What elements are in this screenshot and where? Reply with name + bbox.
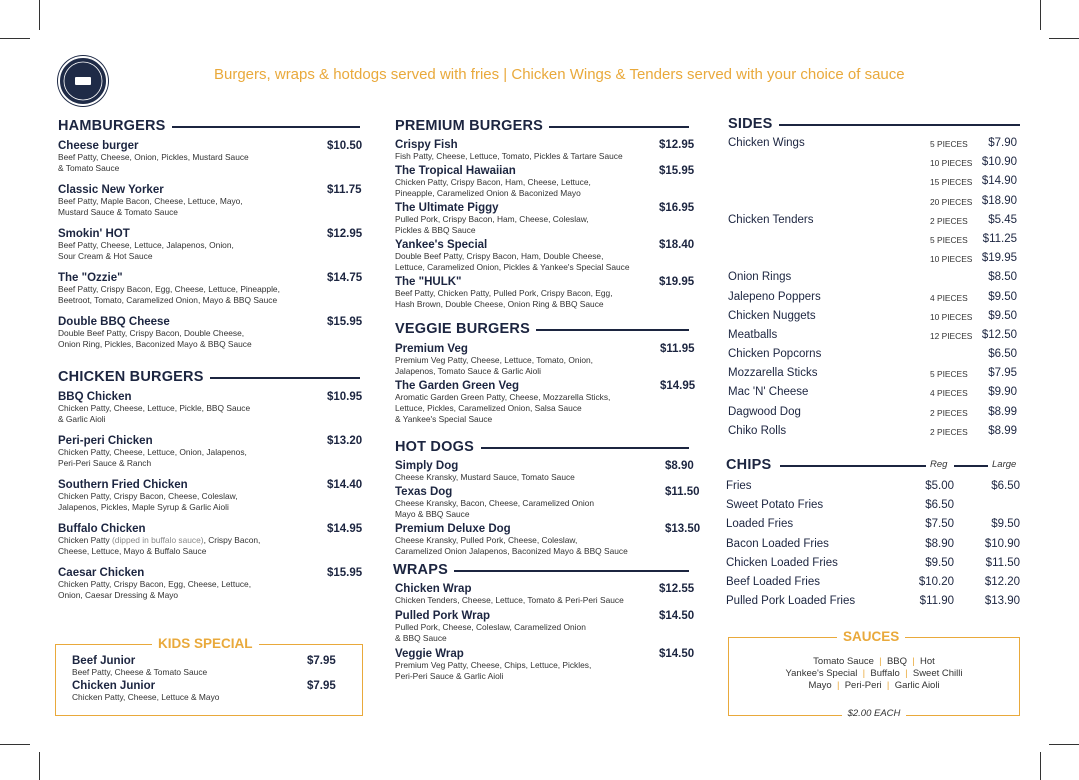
item-description: Aromatic Garden Green Patty, Cheese, Mozzarella Sticks,: [395, 392, 611, 402]
item-name: The "Ozzie": [58, 272, 123, 284]
sauces-box: SAUCES Tomato Sauce | BBQ | Hot Yankee's Special | Buffalo | Sweet Chilli Mayo | Peri-Peri | Garlic Aioli $2.00 EACH: [728, 637, 1020, 716]
side-row: [728, 425, 1020, 444]
menu-item: [395, 486, 700, 520]
item-description: & Tomato Sauce: [58, 163, 120, 173]
item-name: The "HULK": [395, 276, 462, 288]
sauce-item: BBQ: [886, 656, 907, 667]
item-name: Smokin' HOT: [58, 228, 130, 240]
side-row: [728, 348, 1020, 367]
item-price: $13.20: [327, 435, 363, 447]
chips-row: [726, 499, 1020, 518]
item-price: $15.95: [327, 567, 363, 579]
side-name: Chicken Nuggets: [728, 309, 816, 322]
menu-item: [395, 239, 697, 273]
item-name: Yankee's Special: [395, 239, 488, 251]
item-name: Veggie Wrap: [395, 648, 464, 660]
item-price: $14.95: [660, 380, 696, 392]
item-name: Classic New Yorker: [58, 184, 164, 196]
sauce-item: Mayo: [808, 680, 832, 691]
section-title: VEGGIE BURGERS: [395, 321, 536, 337]
side-quantity: 4 PIECES: [930, 292, 968, 303]
item-description: Beef Patty, Crispy Bacon, Egg, Cheese, Lettuce, Pineapple,: [58, 284, 280, 294]
item-price: $14.50: [659, 648, 695, 660]
item-description: Premium Veg Patty, Cheese, Chips, Lettuce, Pickles,: [395, 660, 592, 670]
item-description: Double Beef Patty, Crispy Bacon, Double Cheese,: [58, 328, 245, 338]
item-price: $15.95: [327, 316, 363, 328]
chips-reg-price: $5.00: [925, 480, 954, 492]
section-title: HOT DOGS: [395, 439, 480, 455]
chips-name: Chicken Loaded Fries: [726, 556, 838, 569]
menu-item: [58, 567, 368, 601]
item-price: $14.75: [327, 272, 363, 284]
column-right: [728, 115, 1020, 444]
chips-name: Pulled Pork Loaded Fries: [726, 595, 856, 608]
menu-item: [395, 583, 697, 606]
side-row: [728, 310, 1020, 329]
item-name: Beef Junior: [72, 655, 136, 667]
item-name: Peri-peri Chicken: [58, 435, 153, 447]
column-middle: [393, 117, 701, 686]
side-row: [728, 233, 1020, 252]
item-name: Premium Deluxe Dog: [395, 523, 511, 535]
kids-special-box: [55, 636, 363, 716]
side-quantity: 12 PIECES: [930, 330, 973, 341]
side-name: Chiko Rolls: [728, 424, 787, 437]
menu-item: [58, 391, 368, 425]
item-description: Mayo & BBQ Sauce: [395, 509, 470, 519]
side-price: $9.50: [988, 309, 1017, 322]
chips-row: [726, 557, 1020, 576]
item-description: Jalapenos, Pickles, Maple Syrup & Garlic Aioli: [58, 502, 229, 512]
item-description: Mustard Sauce & Tomato Sauce: [58, 207, 178, 217]
item-description: Cheese Kransky, Mustard Sauce, Tomato Sauce: [395, 472, 575, 482]
crop-mark: [39, 0, 40, 30]
menu-item: [395, 648, 697, 682]
chips-large-price: $13.90: [984, 595, 1020, 608]
reg-label: Reg: [930, 459, 948, 470]
side-row: [728, 367, 1020, 386]
side-quantity: 5 PIECES: [930, 369, 968, 380]
side-name: Chicken Wings: [728, 137, 805, 149]
item-name: The Garden Green Veg: [395, 380, 519, 392]
menu-item: [58, 140, 368, 174]
side-price: $12.50: [981, 328, 1017, 341]
side-price: $18.90: [981, 194, 1017, 207]
item-price: $19.95: [659, 276, 695, 288]
side-row: [728, 156, 1020, 175]
side-quantity: 5 PIECES: [930, 234, 968, 245]
side-row: [728, 252, 1020, 271]
section-wraps: [393, 561, 695, 581]
divider: [780, 465, 926, 467]
divider: [954, 465, 988, 467]
item-price: $15.95: [659, 165, 695, 177]
brand-logo: [58, 56, 108, 106]
menu-item: [395, 610, 697, 644]
side-price: $7.90: [988, 137, 1017, 149]
side-price: $6.50: [988, 348, 1017, 361]
side-quantity: 2 PIECES: [930, 215, 968, 226]
box-title: KIDS SPECIAL: [152, 636, 259, 651]
sauces-price: $2.00 EACH: [842, 708, 907, 719]
item-name: Southern Fried Chicken: [58, 479, 188, 491]
crop-mark: [0, 38, 30, 39]
side-name: Onion Rings: [728, 271, 792, 284]
side-row: [728, 406, 1020, 425]
item-price: $11.95: [660, 343, 695, 355]
item-description: Chicken Patty, Crispy Bacon, Ham, Cheese, Lettuce,: [395, 177, 591, 187]
divider: [206, 377, 360, 379]
item-price: $13.50: [665, 523, 701, 535]
section-title: PREMIUM BURGERS: [395, 118, 549, 134]
section-title: HAMBURGERS: [58, 118, 172, 134]
item-description: Chicken Patty, Cheese, Lettuce, Onion, Jalapenos,: [58, 447, 247, 457]
item-description: Jalapenos, Tomato Sauce & Garlic Aioli: [395, 366, 542, 376]
menu-item: [58, 228, 368, 262]
item-name: The Ultimate Piggy: [395, 202, 499, 214]
item-price: $7.95: [307, 680, 336, 692]
side-row: [728, 386, 1020, 405]
chips-row: [726, 518, 1020, 537]
item-name: Chicken Junior: [72, 680, 156, 692]
side-quantity: 10 PIECES: [930, 158, 973, 169]
crop-mark: [0, 744, 30, 745]
item-description: Chicken Patty, Crispy Bacon, Egg, Cheese, Lettuce,: [58, 579, 252, 589]
menu-item: [395, 523, 701, 557]
menu-item: [395, 343, 697, 377]
side-price: $8.99: [988, 424, 1017, 437]
menu-item: [72, 680, 336, 703]
chips-name: Loaded Fries: [726, 518, 794, 531]
side-price: $5.45: [988, 213, 1017, 226]
item-price: $10.95: [327, 391, 363, 403]
menu-item: [58, 479, 368, 513]
item-name: Pulled Pork Wrap: [395, 610, 491, 622]
item-price: $14.95: [327, 523, 363, 535]
large-label: Large: [992, 459, 1017, 470]
item-name: The Tropical Hawaiian: [395, 165, 516, 177]
side-price: $10.90: [981, 156, 1017, 169]
item-description: Cheese Kransky, Bacon, Cheese, Caramelized Onion: [395, 498, 595, 508]
chips-large-price: $10.90: [984, 537, 1020, 550]
section-title: CHICKEN BURGERS: [58, 369, 210, 385]
side-price: $7.95: [988, 367, 1017, 380]
sauce-item: Sweet Chilli: [912, 668, 963, 679]
menu-item: [58, 272, 368, 306]
side-quantity: 10 PIECES: [930, 311, 973, 322]
item-description: & BBQ Sauce: [395, 633, 447, 643]
crop-mark: [1049, 38, 1079, 39]
section-title: CHIPS: [726, 457, 777, 473]
chips-row: [726, 480, 1020, 499]
menu-item: [58, 184, 368, 218]
item-description: & Garlic Aioli: [58, 414, 106, 424]
side-name: Dagwood Dog: [728, 405, 801, 418]
side-price: $14.90: [981, 175, 1017, 188]
divider: [453, 570, 689, 572]
chips-row: [726, 595, 1020, 614]
item-description: Cheese, Lettuce, Mayo & Buffalo Sauce: [58, 546, 207, 556]
section-hamburgers: [58, 117, 368, 137]
side-name: Jalepeno Poppers: [728, 290, 821, 303]
crop-mark: [1040, 752, 1041, 780]
section-premium-burgers: [395, 117, 697, 137]
side-row: [728, 329, 1020, 348]
item-description: Chicken Tenders, Cheese, Lettuce, Tomato & Peri-Peri Sauce: [395, 595, 624, 605]
side-name: Chicken Tenders: [728, 213, 814, 226]
item-price: $14.50: [659, 610, 695, 622]
divider: [778, 124, 1020, 126]
side-row: [728, 195, 1020, 214]
item-price: $8.90: [665, 460, 694, 472]
item-description: Sour Cream & Hot Sauce: [58, 251, 153, 261]
chips-row: [726, 576, 1020, 595]
side-quantity: 10 PIECES: [930, 254, 973, 265]
side-name: Chicken Popcorns: [728, 348, 822, 361]
sauce-item: Tomato Sauce: [813, 656, 874, 667]
item-description: Beef Patty, Chicken Patty, Pulled Pork, Crispy Bacon, Egg,: [395, 288, 613, 298]
chips-name: Bacon Loaded Fries: [726, 537, 829, 550]
chips-large-price: $6.50: [991, 480, 1020, 492]
item-description: Chicken Patty, Cheese, Lettuce & Mayo: [72, 692, 220, 702]
menu-item: [58, 316, 368, 350]
side-name: Meatballs: [728, 328, 778, 341]
chips-name: Fries: [726, 480, 752, 492]
chips-row: [726, 538, 1020, 557]
menu-item: [395, 276, 697, 310]
item-name: Texas Dog: [395, 486, 453, 498]
item-name: Crispy Fish: [395, 139, 458, 151]
side-quantity: 5 PIECES: [930, 139, 968, 149]
item-name: Caesar Chicken: [58, 567, 145, 579]
side-quantity: 2 PIECES: [930, 426, 968, 437]
item-description: Caramelized Onion Jalapenos, Baconized Mayo & BBQ Sauce: [395, 546, 628, 556]
item-description: Pulled Pork, Cheese, Coleslaw, Caramelized Onion: [395, 622, 586, 632]
item-description: Lettuce, Caramelized Onion, Pickles & Yankee's Special Sauce: [395, 262, 630, 272]
item-price: $16.95: [659, 202, 695, 214]
item-description: Chicken Patty, Cheese, Lettuce, Pickle, BBQ Sauce: [58, 403, 251, 413]
crop-mark: [1040, 0, 1041, 30]
crop-mark: [39, 752, 40, 780]
item-price: $14.40: [327, 479, 363, 491]
item-description: Beef Patty, Cheese, Onion, Pickles, Mustard Sauce: [58, 152, 249, 162]
tagline: Burgers, wraps & hotdogs served with fries | Chicken Wings & Tenders served with your choice of sauce: [214, 66, 905, 83]
side-row: [728, 271, 1020, 290]
section-sides: [728, 115, 1020, 135]
chips-reg-price: $8.90: [925, 537, 954, 550]
item-description: Chicken Patty (dipped in buffalo sauce), Crispy Bacon,: [58, 535, 261, 545]
item-description: Pickles & BBQ Sauce: [395, 225, 476, 235]
sauce-item: Garlic Aioli: [894, 680, 940, 691]
side-price: $9.50: [988, 290, 1017, 303]
menu-item: [395, 202, 697, 236]
item-description: Onion Ring, Pickles, Baconized Mayo & BBQ Sauce: [58, 339, 252, 349]
item-price: $12.95: [327, 228, 363, 240]
item-price: $7.95: [307, 655, 336, 667]
item-price: $12.55: [659, 583, 695, 595]
side-name: Mozzarella Sticks: [728, 367, 818, 380]
item-name: Cheese burger: [58, 140, 139, 152]
item-description: Double Beef Patty, Crispy Bacon, Ham, Double Cheese,: [395, 251, 604, 261]
box-title: SAUCES: [837, 629, 905, 644]
chips-reg-price: $9.50: [925, 556, 954, 569]
item-description: Chicken Patty, Crispy Bacon, Cheese, Coleslaw,: [58, 491, 238, 501]
item-description: Onion, Caesar Dressing & Mayo: [58, 590, 179, 600]
item-price: $10.50: [327, 140, 363, 152]
side-row: [728, 175, 1020, 194]
side-name: Mac 'N' Cheese: [728, 386, 809, 399]
item-description: & Yankee's Special Sauce: [395, 414, 493, 424]
section-chips: [726, 456, 1020, 614]
side-price: $8.50: [988, 271, 1017, 284]
side-quantity: 4 PIECES: [930, 388, 968, 399]
chips-large-price: $11.50: [985, 556, 1020, 569]
sauce-item: Yankee's Special: [785, 668, 858, 679]
side-row: [728, 291, 1020, 310]
chips-name: Sweet Potato Fries: [726, 499, 824, 512]
section-title: WRAPS: [393, 562, 454, 578]
item-description: Peri-Peri Sauce & Ranch: [58, 458, 152, 468]
item-description: Pineapple, Caramelized Onion & Baconized Mayo: [395, 188, 581, 198]
side-row: [728, 214, 1020, 233]
chips-reg-price: $6.50: [925, 499, 954, 512]
chips-name: Beef Loaded Fries: [726, 575, 820, 588]
item-description: Beetroot, Tomato, Caramelized Onion, Mayo & BBQ Sauce: [58, 295, 278, 305]
menu-item: [72, 655, 336, 678]
side-quantity: 15 PIECES: [930, 177, 973, 188]
item-price: $11.75: [327, 184, 362, 196]
menu-item: [395, 139, 697, 162]
divider: [533, 329, 689, 331]
item-description: Beef Patty, Maple Bacon, Cheese, Lettuce, Mayo,: [58, 196, 243, 206]
sauce-item: Peri-Peri: [844, 680, 882, 691]
item-description: Lettuce, Pickles, Caramelized Onion, Salsa Sauce: [395, 403, 582, 413]
side-price: $19.95: [981, 252, 1017, 265]
side-quantity: 2 PIECES: [930, 407, 968, 418]
side-price: $9.90: [988, 386, 1017, 399]
item-name: BBQ Chicken: [58, 391, 132, 403]
side-quantity: 20 PIECES: [930, 196, 973, 207]
chips-reg-price: $7.50: [925, 518, 954, 531]
item-name: Double BBQ Cheese: [58, 316, 170, 328]
item-description: Hash Brown, Double Cheese, Onion Ring & BBQ Sauce: [395, 299, 604, 309]
chips-large-price: $9.50: [991, 518, 1020, 531]
item-name: Simply Dog: [395, 460, 459, 472]
section-veggie-burgers: [395, 320, 697, 340]
item-description: Cheese Kransky, Pulled Pork, Cheese, Coleslaw,: [395, 535, 578, 545]
side-price: $8.99: [988, 405, 1017, 418]
menu-item: [395, 165, 697, 199]
column-left: [58, 117, 368, 611]
sauce-item: Buffalo: [870, 668, 900, 679]
item-description: Premium Veg Patty, Cheese, Lettuce, Tomato, Onion,: [395, 355, 593, 365]
item-price: $18.40: [659, 239, 695, 251]
item-description: Fish Patty, Cheese, Lettuce, Tomato, Pickles & Tartare Sauce: [395, 151, 623, 161]
section-title: SIDES: [728, 116, 779, 132]
item-description: Peri-Peri Sauce & Garlic Aioli: [395, 671, 504, 681]
divider: [166, 126, 360, 128]
menu-item: [395, 380, 697, 425]
section-hot-dogs: [395, 438, 697, 458]
item-name: Premium Veg: [395, 343, 468, 355]
chips-reg-price: $11.90: [919, 595, 954, 608]
sauce-item: Hot: [920, 656, 935, 667]
item-price: $11.50: [665, 486, 700, 498]
side-price: $11.25: [982, 232, 1017, 245]
divider: [547, 126, 689, 128]
divider: [481, 447, 689, 449]
item-name: Chicken Wrap: [395, 583, 472, 595]
item-description: Beef Patty, Cheese & Tomato Sauce: [72, 667, 208, 677]
chips-reg-price: $10.20: [918, 575, 954, 588]
item-description: Beef Patty, Cheese, Lettuce, Jalapenos, Onion,: [58, 240, 234, 250]
chips-large-price: $12.20: [984, 575, 1020, 588]
menu-item: [58, 435, 368, 469]
item-price: $12.95: [659, 139, 695, 151]
crop-mark: [1049, 744, 1079, 745]
menu-item: [58, 523, 368, 557]
item-name: Buffalo Chicken: [58, 523, 146, 535]
menu-item: [395, 460, 697, 483]
side-row: [728, 137, 1020, 156]
item-description: Pulled Pork, Crispy Bacon, Ham, Cheese, Coleslaw,: [395, 214, 589, 224]
section-chicken-burgers: [58, 368, 368, 388]
